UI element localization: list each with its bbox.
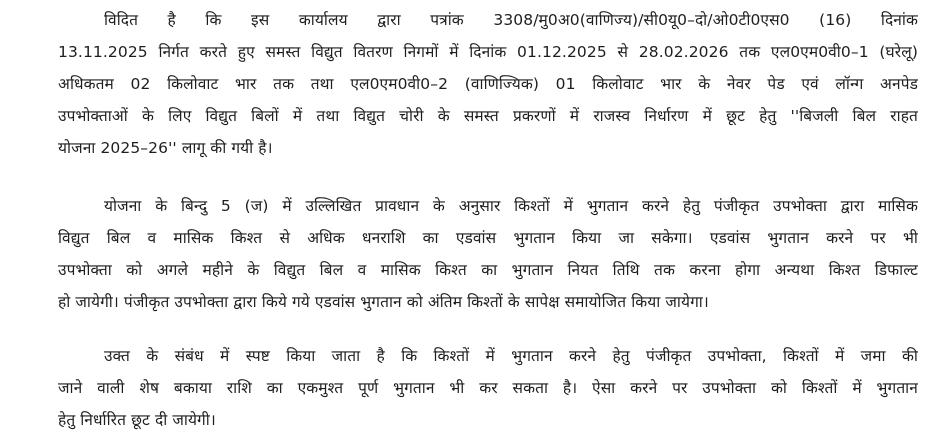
paragraph-line: योजना के बिन्दु 5 (ज) में उल्लिखित प्रावधान के अनुसार किश्तों में भुगतान करने हेतु पंजीकृत उपभोक्ता द्वारा मासिक: [104, 197, 918, 215]
paragraph-line: उपभोक्ता को अगले महीने के विद्युत बिल व मासिक किश्त का भुगतान नियत तिथि तक करना होगा अन्यथा किश्त डिफाल्ट: [58, 261, 918, 279]
paragraph-line: हो जायेगी। पंजीकृत उपभोक्ता द्वारा किये गये एडवांस भुगतान को अंतिम किश्तों के सापेक्ष समायोजित किया जायेगा।: [58, 293, 709, 311]
paragraph-advance-payment: [58, 190, 918, 318]
paragraph-line: जाने वाली शेष बकाया राशि का एकमुश्त पूर्ण भुगतान भी कर सकता है। ऐसा करने पर उपभोक्ता को किश्तों में भुगतान: [58, 379, 918, 397]
paragraph-line: विद्युत बिल व मासिक किश्त से अधिक धनराशि का एडवांस भुगतान किया जा सकेगा। एडवांस भुगतान करने पर भी: [58, 229, 918, 247]
paragraph-line: 13.11.2025 निर्गत करते हुए समस्त विद्युत वितरण निगमों में दिनांक 01.12.2025 से 28.02.2026 तक एल0एम0वी0–1 (घरेलू): [58, 43, 918, 61]
paragraph-line: विदित है कि इस कार्यालय द्वारा पत्रांक 3308/मु0अ0(वाणिज्य)/सी0यू0–दो/ओ0टी0एस0 (16) दिनांक: [104, 11, 918, 29]
paragraph-line: अधिकतम 02 किलोवाट भार तक तथा एल0एम0वी0–2 (वाणिज्यिक) 01 किलोवाट भार के नेवर पेड एवं लॉन्ग अनपेड: [58, 75, 918, 93]
paragraph-line: योजना 2025–26'' लागू की गयी है।: [58, 139, 273, 157]
paragraph-scheme-notice: [58, 4, 918, 164]
paragraph-line: हेतु निर्धारित छूट दी जायेगी।: [58, 411, 216, 429]
paragraph-lump-sum-payment: [58, 340, 918, 436]
paragraph-line: उक्त के संबंध में स्पष्ट किया जाता है कि किश्तों में भुगतान करने हेतु पंजीकृत उपभोक्ता, किश्तों में जमा की: [104, 347, 918, 365]
paragraph-line: उपभोक्ताओं के लिए विद्युत बिलों में तथा विद्युत चोरी के समस्त प्रकरणों में राजस्व निर्धारण में छूट हेतु ''बिजली बिल राहत: [58, 107, 918, 125]
